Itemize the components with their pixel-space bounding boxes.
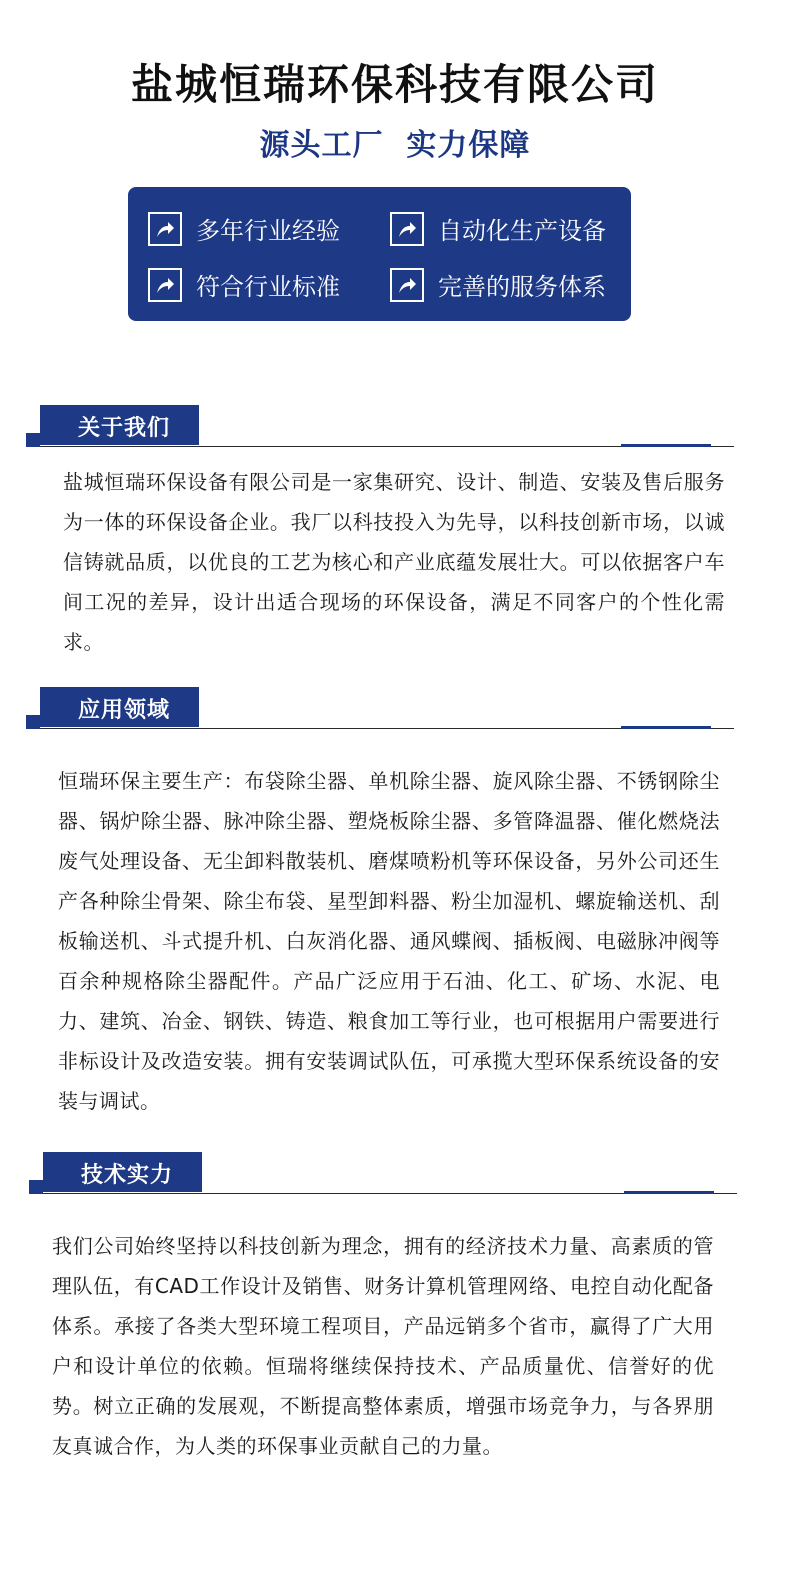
section-body-technology: 我们公司始终坚持以科技创新为理念，拥有的经济技术力量、高素质的管理队伍，有CAD工作设计及销售、财务计算机管理网络、电控自动化配备体系。承接了各类大型环境工程项目，产品远销多个省市，赢得了广大用户和设计单位的依赖。恒瑞将继续保持技术、产品质量优、信誉好的优势。树立正确的发展观，不断提高整体素质，增强市场竞争力，与各界朋友真诚合作，为人类的环保事业贡献自己的力量。 xyxy=(52,1234,714,1458)
feature-label: 自动化生产设备 xyxy=(438,217,606,245)
section-title: 应用领域 xyxy=(78,698,171,723)
feature-label: 多年行业经验 xyxy=(196,217,340,245)
feature-item xyxy=(148,211,340,246)
section-header-about xyxy=(26,405,734,447)
section-title: 技术实力 xyxy=(81,1163,174,1188)
arrow-icon xyxy=(390,212,424,246)
feature-item xyxy=(390,267,606,302)
arrow-icon xyxy=(390,268,424,302)
arrow-icon xyxy=(148,212,182,246)
section-header-applications xyxy=(26,687,734,729)
arrow-icon xyxy=(148,268,182,302)
section-body-about: 盐城恒瑞环保设备有限公司是一家集研究、设计、制造、安装及售后服务为一体的环保设备企业。我厂以科技投入为先导，以科技创新市场，以诚信铸就品质，以优良的工艺为核心和产业底蕴发展壮大。可以依据客户车间工况的差异，设计出适合现场的环保设备，满足不同客户的个性化需求。 xyxy=(63,470,725,654)
feature-label: 完善的服务体系 xyxy=(438,273,606,301)
feature-item xyxy=(390,211,606,246)
feature-panel xyxy=(128,187,631,321)
feature-label: 符合行业标准 xyxy=(196,273,340,301)
slogan: 源头工厂 实力保障 xyxy=(259,128,531,163)
section-body-applications: 恒瑞环保主要生产：布袋除尘器、单机除尘器、旋风除尘器、不锈钢除尘器、锅炉除尘器、脉冲除尘器、塑烧板除尘器、多管降温器、催化燃烧法废气处理设备、无尘卸料散装机、磨煤喷粉机等环保设备，另外公司还生产各种除尘骨架、除尘布袋、星型卸料器、粉尘加湿机、螺旋输送机、刮板输送机、斗式提升机、白灰消化器、通风蝶阀、插板阀、电磁脉冲阀等百余种规格除尘器配件。产品广泛应用于石油、化工、矿场、水泥、电力、建筑、冶金、钢铁、铸造、粮食加工等行业，也可根据用户需要进行非标设计及改造安装。拥有安装调试队伍，可承揽大型环保系统设备的安装与调试。 xyxy=(58,769,720,1113)
feature-item xyxy=(148,267,340,302)
company-title: 盐城恒瑞环保科技有限公司 xyxy=(130,60,659,109)
section-title: 关于我们 xyxy=(78,416,171,441)
section-header-technology xyxy=(29,1152,737,1194)
